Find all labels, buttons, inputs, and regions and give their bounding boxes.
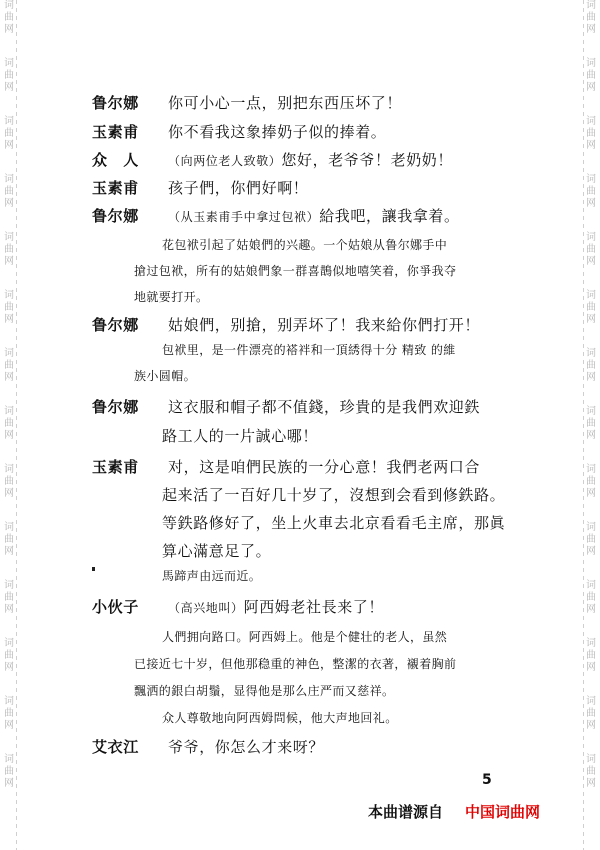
stage-direction-inline: （从玉素甫手中拿过包袱） <box>168 210 320 224</box>
watermark-text: 词 曲 网 <box>586 290 596 325</box>
stage-direction-inline: （向两位老人致敬） <box>168 154 282 168</box>
watermark-text: 词 曲 网 <box>586 464 596 499</box>
dialogue-text: 爷爷，你怎么才来呀？ <box>168 738 325 756</box>
dialogue-text: 孩子們，你們好啊！ <box>168 179 309 197</box>
speaker-name: 艾衣江 <box>92 738 139 756</box>
dialogue-text: 阿西姆老社長来了！ <box>243 598 385 616</box>
script-line <box>92 736 324 757</box>
watermark-text: 词 曲 网 <box>586 116 596 151</box>
watermark-text: 词 曲 网 <box>4 522 14 557</box>
dialogue-continuation: 起来活了一百好几十岁了，沒想到会看到修鉄路。 <box>162 486 506 504</box>
stage-direction: 众人尊敬地向阿西姆問候，他大声地回礼。 <box>162 711 398 725</box>
right-margin-watermark <box>584 0 598 850</box>
watermark-text: 词 曲 网 <box>4 232 14 267</box>
speaker-name: 众 人 <box>92 151 139 169</box>
dialogue-text: 你不看我这象捧奶子似的捧着。 <box>168 123 387 141</box>
left-margin-watermark <box>2 0 16 850</box>
watermark-text: 词 曲 网 <box>586 348 596 383</box>
dialogue-continuation: 等鉄路修好了，坐上火車去北京看看毛主席，那眞 <box>162 514 506 532</box>
stage-direction: 馬蹄声由远而近。 <box>162 569 262 583</box>
dialogue-continuation: 路工人的一片誠心哪！ <box>162 427 319 445</box>
speaker-name: 鲁尔娜 <box>92 398 139 416</box>
stage-direction-inline: （高兴地叫） <box>168 601 244 615</box>
dialogue-text: 姑娘們，别搶，别弄坏了！我来給你們打开！ <box>168 316 481 334</box>
script-line <box>92 149 453 170</box>
watermark-text: 词 曲 网 <box>4 638 14 673</box>
page-number: 5 <box>482 772 492 788</box>
speaker-name: 鲁尔娜 <box>92 207 139 225</box>
watermark-text: 词 曲 网 <box>4 58 14 93</box>
stage-direction: 包袱里，是一件漂亮的褡袢和一頂綉得十分 精致 的維 <box>162 343 456 357</box>
script-line <box>92 205 460 226</box>
script-line <box>92 456 480 477</box>
watermark-text: 词 曲 网 <box>4 290 14 325</box>
watermark-text: 词 曲 网 <box>4 116 14 151</box>
speaker-name: 鲁尔娜 <box>92 316 139 334</box>
ink-mark <box>92 567 95 571</box>
speaker-name: 鲁尔娜 <box>92 94 139 112</box>
speaker-name: 玉素甫 <box>92 458 139 476</box>
dialogue-continuation: 算心滿意足了。 <box>162 542 272 560</box>
left-margin-rule <box>16 0 17 850</box>
watermark-text: 词 曲 网 <box>4 174 14 209</box>
watermark-text: 词 曲 网 <box>586 754 596 789</box>
source-footer <box>368 801 540 822</box>
watermark-text: 词 曲 网 <box>586 232 596 267</box>
watermark-text: 词 曲 网 <box>586 174 596 209</box>
stage-direction: 人們拥向路口。阿西姆上。他是个健壮的老人，虽然 <box>162 630 448 644</box>
speaker-name: 玉素甫 <box>92 179 139 197</box>
watermark-text: 词 曲 网 <box>586 58 596 93</box>
source-label: 本曲谱源自 <box>368 803 444 821</box>
watermark-text: 词 曲 网 <box>4 0 14 35</box>
watermark-text: 词 曲 网 <box>586 406 596 441</box>
speaker-name: 玉素甫 <box>92 123 139 141</box>
dialogue-text: 您好，老爷爷！老奶奶！ <box>281 151 454 169</box>
watermark-text: 词 曲 网 <box>586 0 596 35</box>
script-line <box>92 121 386 142</box>
watermark-text: 词 曲 网 <box>4 696 14 731</box>
watermark-text: 词 曲 网 <box>586 638 596 673</box>
dialogue-text: 給我吧，讓我拿着。 <box>319 207 460 225</box>
stage-direction: 已接近七十岁，但他那稳重的神色，整潔的衣著，襯着胸前 <box>134 657 457 671</box>
stage-direction: 搶过包袱，所有的姑娘們象一群喜鵲似地嘻笑着，你爭我夺 <box>134 264 457 278</box>
script-line <box>92 314 480 335</box>
stage-direction: 飄洒的銀白胡鬚，显得他是那么庄严而又慈祥。 <box>134 684 395 698</box>
stage-direction: 花包袱引起了姑娘們的兴趣。一个姑娘从鲁尔娜手中 <box>162 238 448 252</box>
watermark-text: 词 曲 网 <box>586 696 596 731</box>
watermark-text: 词 曲 网 <box>4 464 14 499</box>
watermark-text: 词 曲 网 <box>4 406 14 441</box>
speaker-name: 小伙子 <box>92 598 139 616</box>
stage-direction: 地就要打开。 <box>134 290 209 304</box>
dialogue-text: 你可小心一点，别把东西压坏了！ <box>168 94 403 112</box>
dialogue-text: 对，这是咱們民族的一分心意！我們老两口合 <box>168 458 481 476</box>
script-line <box>92 396 480 417</box>
dialogue-text: 这衣服和帽子都不值錢，珍貴的是我們欢迎鉄 <box>168 398 481 416</box>
script-line <box>92 596 384 617</box>
watermark-text: 词 曲 网 <box>4 580 14 615</box>
stage-direction: 族小圆帽。 <box>134 369 197 383</box>
right-margin-rule <box>583 0 584 850</box>
watermark-text: 词 曲 网 <box>4 754 14 789</box>
watermark-text: 词 曲 网 <box>586 522 596 557</box>
site-name-link[interactable]: 中国词曲网 <box>465 803 541 821</box>
watermark-text: 词 曲 网 <box>586 580 596 615</box>
watermark-text: 词 曲 网 <box>4 348 14 383</box>
script-line <box>92 177 308 198</box>
script-line <box>92 92 402 113</box>
